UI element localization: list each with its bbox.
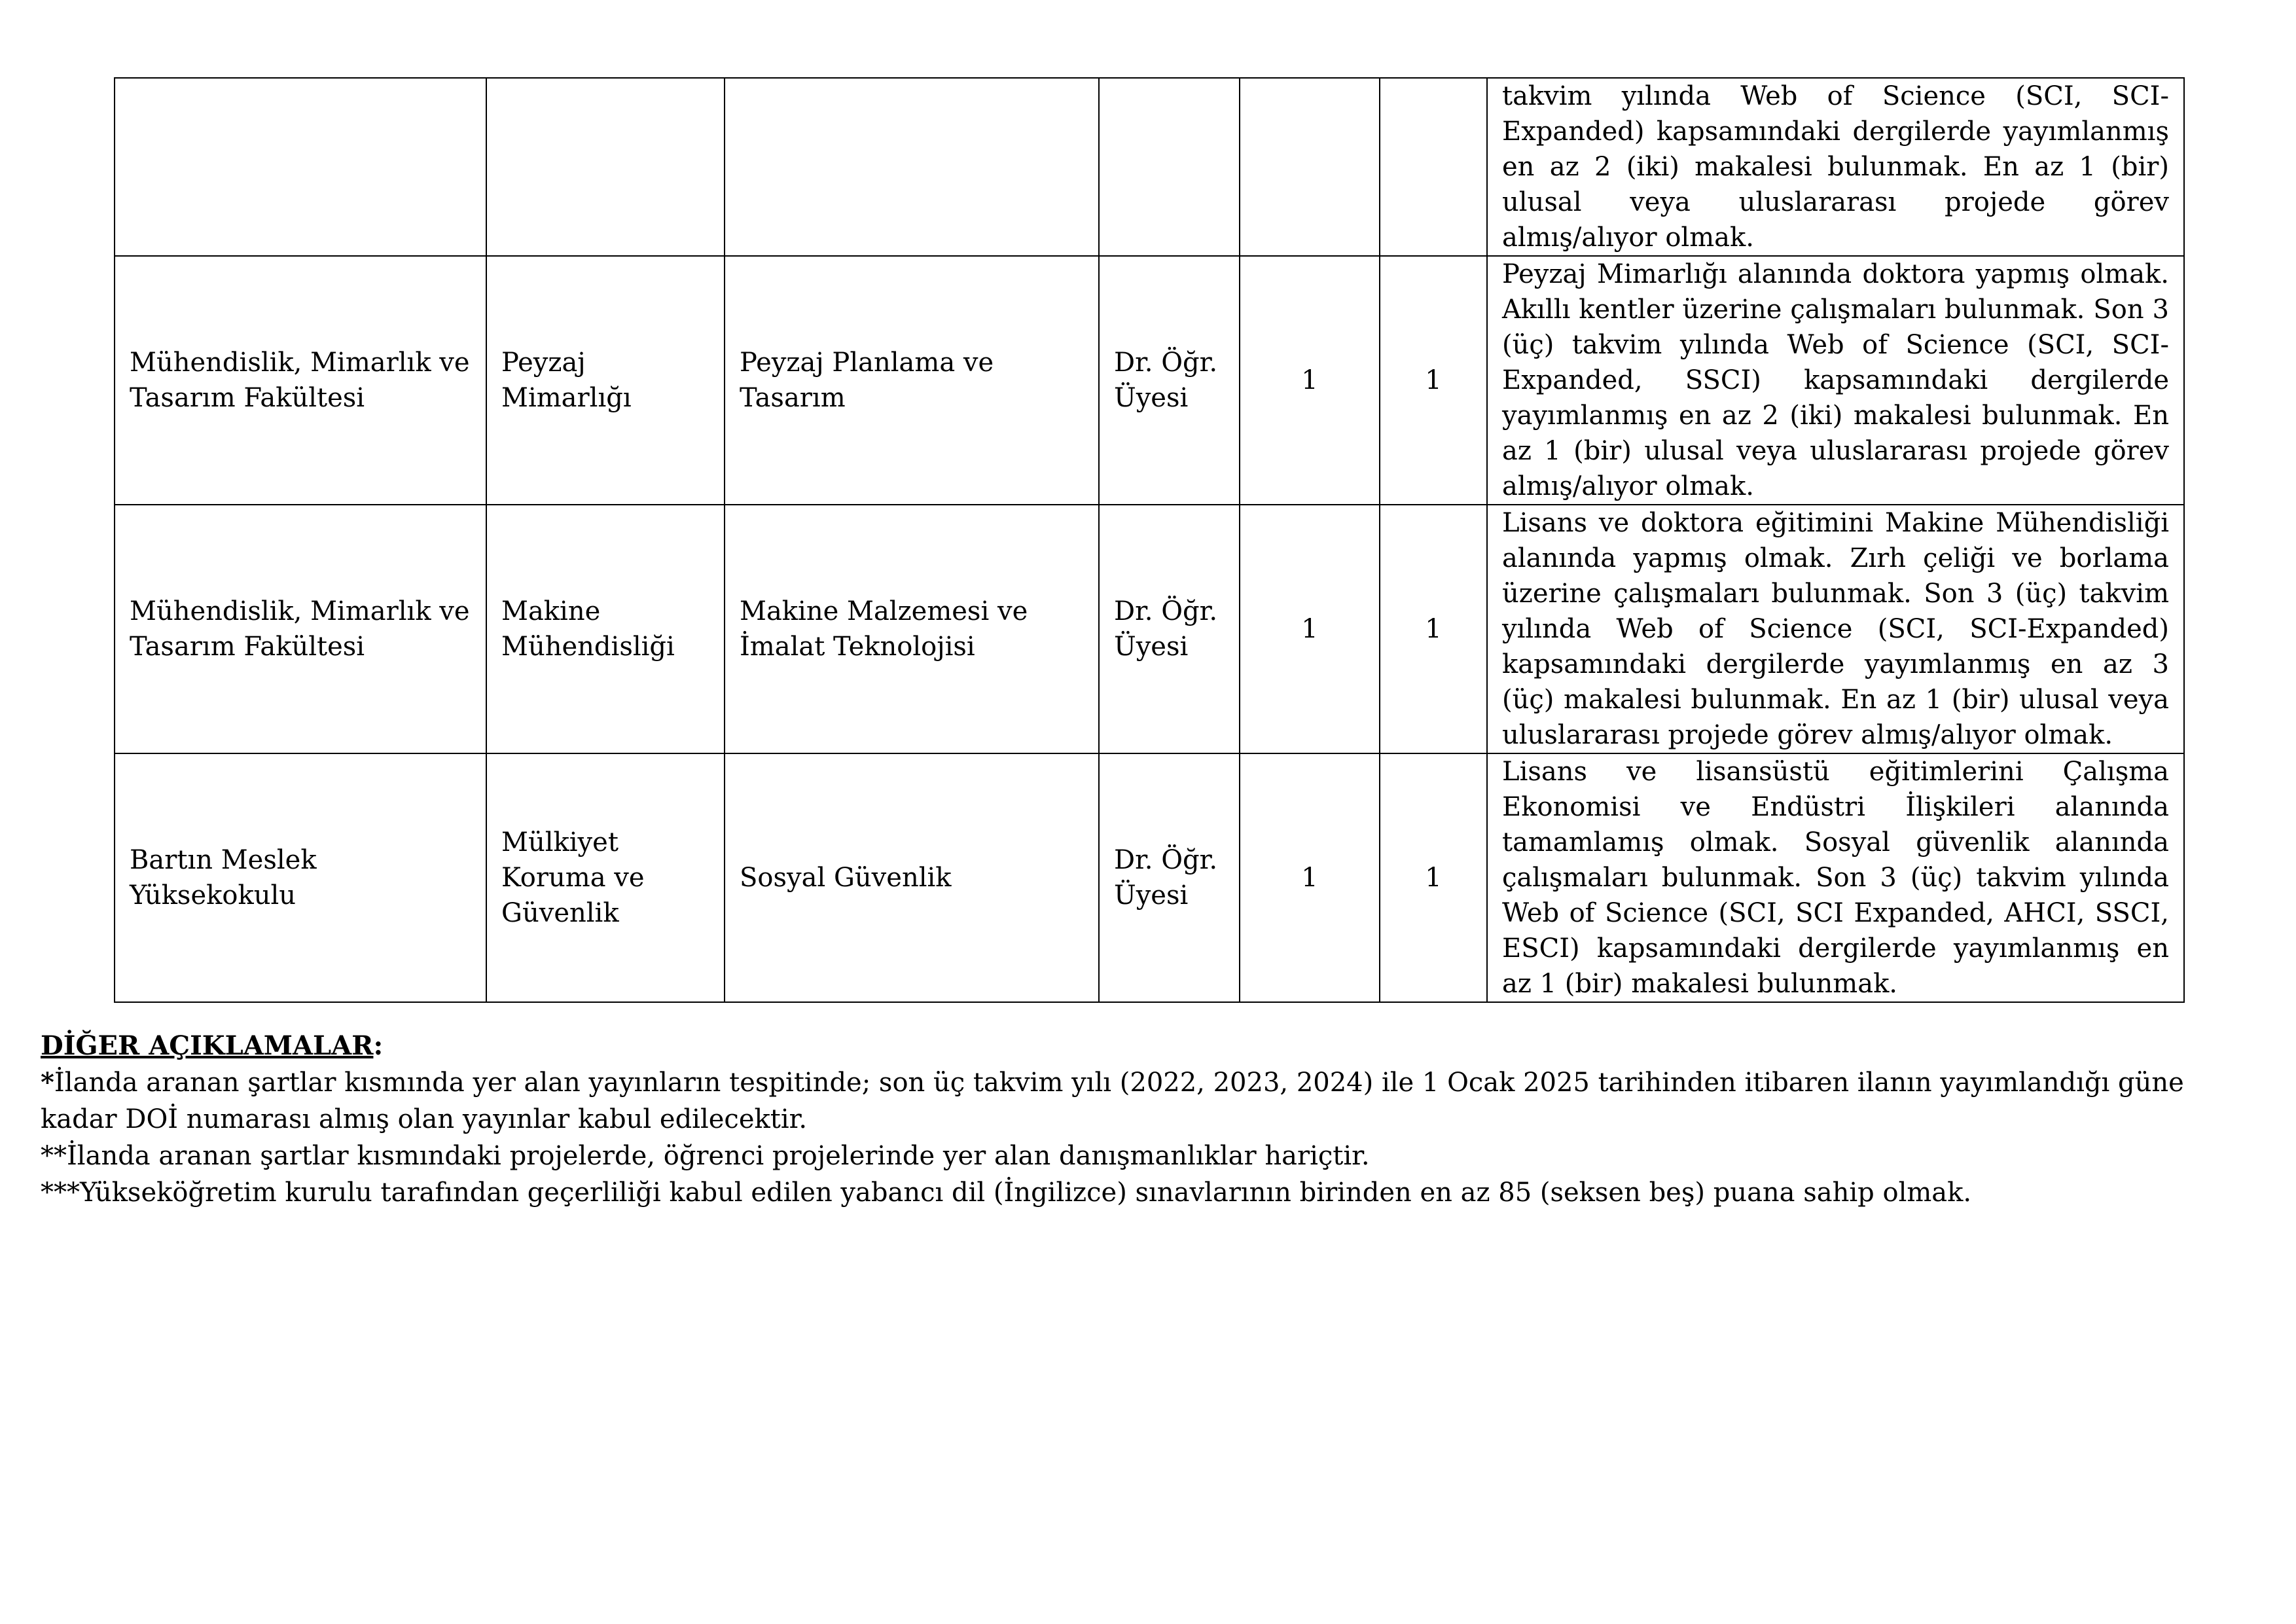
notes-heading bbox=[41, 1028, 2253, 1064]
degree-cell: 1 bbox=[1380, 256, 1487, 505]
program-cell: Peyzaj Planlama ve Tasarım bbox=[725, 256, 1099, 505]
degree-cell: 1 bbox=[1380, 753, 1487, 1002]
program-cell: Makine Malzemesi ve İmalat Teknolojisi bbox=[725, 505, 1099, 753]
note-1-text: İlanda aranan şartlar kısmında yer alan yayınların tespitinde; son üç takvim yılı (2022, 2023, 2024) ile 1 Ocak 2025 tarihinden itibaren ilanın yayımlandığı güne kadar DOİ numarası almış olan yayınlar kabul edilecektir. bbox=[41, 1068, 2184, 1134]
title-cell: Dr. Öğr. Üyesi bbox=[1099, 256, 1240, 505]
note-1-mark: * bbox=[41, 1067, 54, 1098]
requirements-cell: takvim yılında Web of Science (SCI, SCI- Expanded) kapsamındaki dergilerde yayımlanmış en az 2 (iki) makalesi bulunmak. En az 1 (bir) ulusal veya uluslararası projede görev almış/alıyor olmak. bbox=[1487, 78, 2184, 256]
department-cell: Mülkiyet Koruma ve Güvenlik bbox=[486, 753, 725, 1002]
faculty-cell bbox=[115, 78, 486, 256]
table-row bbox=[115, 256, 2184, 505]
department-cell: Peyzaj Mimarlığı bbox=[486, 256, 725, 505]
degree-cell bbox=[1380, 78, 1487, 256]
note-1 bbox=[41, 1064, 2253, 1138]
department-cell bbox=[486, 78, 725, 256]
degree-cell: 1 bbox=[1380, 505, 1487, 753]
requirements-cell: Lisans ve lisansüstü eğitimlerini Çalışma Ekonomisi ve Endüstri İlişkileri alanında tamamlamış olmak. Sosyal güvenlik alanında çalışmaları bulunmak. Son 3 (üç) takvim yılında Web of Science (SCI, SCI Expanded, AHCI, SSCI, ESCI) kapsamındaki dergilerde yayımlanmış en az 1 (bir) makalesi bulunmak. bbox=[1487, 753, 2184, 1002]
table-row bbox=[115, 505, 2184, 753]
count-cell: 1 bbox=[1240, 256, 1380, 505]
table-row bbox=[115, 78, 2184, 256]
count-cell bbox=[1240, 78, 1380, 256]
faculty-cell: Bartın Meslek Yüksekokulu bbox=[115, 753, 486, 1002]
requirements-cell: Peyzaj Mimarlığı alanında doktora yapmış olmak. Akıllı kentler üzerine çalışmaları bulunmak. Son 3 (üç) takvim yılında Web of Science (SCI, SCI-Expanded, SSCI) kapsamındaki dergilerde yayımlanmış en az 2 (iki) makalesi bulunmak. En az 1 (bir) ulusal veya uluslararası projede görev almış/alıyor olmak. bbox=[1487, 256, 2184, 505]
notes-heading-text: DİĞER AÇIKLAMALAR bbox=[41, 1030, 374, 1061]
title-cell: Dr. Öğr. Üyesi bbox=[1099, 505, 1240, 753]
table-row bbox=[115, 753, 2184, 1002]
department-cell: Makine Mühendisliği bbox=[486, 505, 725, 753]
note-3: ***Yükseköğretim kurulu tarafından geçerliliği kabul edilen yabancı dil (İngilizce) sınavlarının birinden en az 85 (seksen beş) puana sahip olmak. bbox=[41, 1178, 1972, 1208]
program-cell: Sosyal Güvenlik bbox=[725, 753, 1099, 1002]
faculty-cell: Mühendislik, Mimarlık ve Tasarım Fakültesi bbox=[115, 256, 486, 505]
notes-section bbox=[41, 1028, 2253, 1211]
requirements-cell: Lisans ve doktora eğitimini Makine Mühendisliği alanında yapmış olmak. Zırh çeliği ve borlama üzerine çalışmaları bulunmak. Son 3 (üç) takvim yılında Web of Science (SCI, SCI-Expanded) kapsamındaki dergilerde yayımlanmış en az 3 (üç) makalesi bulunmak. En az 1 (bir) ulusal veya uluslararası projede görev almış/alıyor olmak. bbox=[1487, 505, 2184, 753]
count-cell: 1 bbox=[1240, 505, 1380, 753]
notes-heading-colon: : bbox=[373, 1030, 384, 1061]
count-cell: 1 bbox=[1240, 753, 1380, 1002]
title-cell bbox=[1099, 78, 1240, 256]
faculty-cell: Mühendislik, Mimarlık ve Tasarım Fakültesi bbox=[115, 505, 486, 753]
title-cell: Dr. Öğr. Üyesi bbox=[1099, 753, 1240, 1002]
positions-table bbox=[114, 77, 2185, 1003]
note-2: **İlanda aranan şartlar kısmındaki projelerde, öğrenci projelerinde yer alan danışmanlıklar hariçtir. bbox=[41, 1141, 1370, 1171]
program-cell bbox=[725, 78, 1099, 256]
